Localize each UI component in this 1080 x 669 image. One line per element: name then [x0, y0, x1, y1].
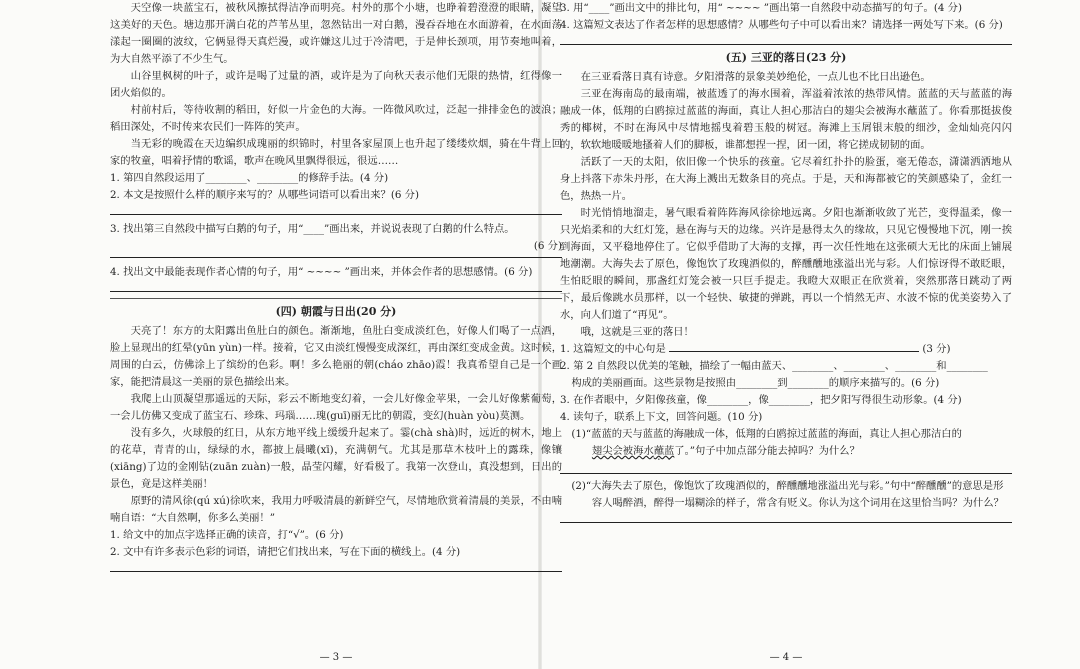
passage-paragraph: 天亮了！东方的太阳露出鱼肚白的颜色。渐渐地，鱼肚白变成淡红色，好像人们喝了一点酒，脸上显现出的红晕(yūn yùn)一样。接着，它又由淡红慢慢变成深红，再由深红变成金黄。这时候，周围的白云，仿佛涂上了缤纷的色彩。啊！多么艳丽的朝(cháo zhāo)霞！我真希望自己是一个画家，能把清晨这一美丽的景色描绘出来。	[110, 325, 562, 388]
question-1: 1. 第四自然段运用了________、________的修辞手法。(4 分)	[110, 172, 389, 184]
answer-line[interactable]	[560, 44, 1012, 45]
left-page	[110, 0, 562, 669]
section-4-question-2: 2. 文中有许多表示色彩的词语，请把它们找出来，写在下面的横线上。(4 分)	[110, 546, 461, 558]
question-2: 2. 本文是按照什么样的顺序来写的？从哪些词语可以看出来？(6 分)	[110, 189, 419, 201]
wavy-segment: 翅尖会被海水	[591, 445, 654, 457]
passage-paragraph: 活跃了一天的太阳，依旧像一个快乐的孩童。它尽着红扑扑的脸蛋，毫无倦态，潇潇洒洒地从身上抖落下赤朱丹彤，在大海上溅出无数条目的亮点。于是，天和海都被它的笑颜感染了，金红一色，热热一片。	[560, 156, 1012, 202]
passage-paragraph: 时光悄悄地溜走，暑气眼看着阵阵海风徐徐地远离。夕阳也渐渐收敛了光芒，变得温柔，像一只光焰柔和的大红灯笼，悬在海与天的边缘。兴许是悬得太久的缘故，只见它慢慢地下沉，刚一挨到海面，又平稳地停住了。它似乎借助了大海的支撑，再一次任性地在这张硕大无比的床面上铺展地潮潮。大海失去了原色，像饱饮了玫瑰酒似的，醉醺醺地涨溢出光与彩。人们惊讶得不敢眨眼，生怕眨眼的瞬间，那盏红灯笼会被一只巨手提走。我瞪大双眼正在欣赏着，突然那落日跳动了两下，最后像跳水员那样，以一个轻快、敏捷的弹跳，再以一个悄然无声、水波不惊的优美姿势入了水，向人们道了“再见”。	[560, 207, 1012, 321]
question-4: 4. 这篇短文表达了作者怎样的思想感情？从哪些句子中可以看出来？请选择一两处写下来。(6 分)	[560, 19, 1003, 31]
section-4-question-1: 1. 给文中的加点字选择正确的读音，打“√”。(6 分)	[110, 529, 344, 541]
passage-paragraph: 在三亚看落日真有诗意。夕阳滑落的景象美妙绝伦，一点儿也不比日出逊色。	[580, 71, 931, 83]
question-4: 4. 找出文中最能表现作者心情的句子，用“ ~~~~ ”画出来，并体会作者的思想感情。(6 分)	[110, 266, 533, 278]
question-2-line-1: 2. 第 2 自然段以优美的笔触，描绘了一幅由蓝天、________、________、________和________	[560, 360, 988, 372]
sub-question-1: (1)“蓝蓝的天与蓝蓝的海融成一体，低翔的白鸥掠过蓝蓝的海面，真让人担心那洁白的	[571, 428, 962, 440]
question-2-line-2: 构成的美丽画面。这些景物是按照由________到________的顺序来描写的。(6 分)	[571, 377, 940, 389]
question-4b: 4. 读句子，联系上下文，回答问题。(10 分)	[560, 411, 763, 423]
section-4-title: (四) 朝霞与日出(20 分)	[275, 305, 397, 318]
section-divider	[110, 298, 562, 299]
passage-paragraph: 哦，这就是三亚的落日！	[580, 326, 694, 338]
dotted-word: 蘸蓝	[653, 445, 675, 457]
sub-question-2: (2)“大海失去了原色，像饱饮了玫瑰酒似的，醉醺醺地涨溢出光与彩。”句中“醉醺醺”的意思是形容人喝醉酒，醉得一塌糊涂的样子，常含有贬义。你认为这个词用在这里恰当吗？为什么？	[571, 480, 1004, 509]
answer-line[interactable]	[560, 473, 1012, 474]
page-number: — 3 —	[319, 652, 353, 663]
question-1-score: (3 分)	[922, 343, 951, 355]
section-5-title: (五) 三亚的落日(23 分)	[725, 51, 847, 64]
question-1-text: 1. 这篇短文的中心句是	[560, 343, 666, 355]
question-3b: 3. 在作者眼中，夕阳像孩童，像________，像________，把夕阳写得很生动形象。(4 分)	[560, 394, 962, 406]
answer-blank[interactable]	[669, 341, 919, 352]
right-page	[560, 0, 1012, 669]
passage-paragraph: 三亚在海南岛的最南端，被蓝透了的海水围着，浑溢着浓浓的热带风情。蓝蓝的天与蓝蓝的海融成一体，低翔的白鸥掠过蓝蓝的海面，真让人担心那洁白的翅尖会被海水蘸蓝了。你看那挺拔俊秀的椰树，不时在海风中尽情地摇曳着碧玉般的树冠。海滩上玉屑银末般的细沙，金灿灿亮闪闪的，软软地暖暖地搔着人们的脚板，谁都想捏一捏，团一团，将它搓成韧韧的面。	[560, 88, 1012, 151]
passage-paragraph: 天空像一块蓝宝石，被秋风擦拭得洁净而明亮。村外的那个小塘，也睁着碧澄澄的眼睛，凝望这美好的天色。塘边那开满白花的芦苇丛里，忽然钻出一对白鹅，漫吞吞地在水面游着，在水面荡漾起一圈圈的波纹，它俩显得天真烂漫，或许嫌这儿过于冷清吧，于是伸长颈项，用节奏地叫着，为大自然平添了不少生气。	[110, 2, 562, 65]
passage-paragraph: 山谷里枫树的叶子，或许是喝了过量的酒，或许是为了向秋天表示他们无限的热情，红得像一团火焰似的。	[110, 70, 562, 99]
question-3-score: (6 分)	[533, 240, 562, 252]
passage-paragraph: 当无彩的晚霞在天边编织成瑰丽的织锦时，村里各家屋顶上也升起了缕缕炊烟，骑在牛背上回家的牧童，唱着抒情的歌谣，歌声在晚风里飘得很远，很远……	[110, 138, 562, 167]
passage-paragraph: 没有多久，火球般的红日，从东方地平线上缓缓升起来了。霎(chà shà)时，远近的树木，地上的花草，青青的山，绿绿的水，都披上晨曦(xī)，充满朝气。尤其是那草木枝叶上的露珠，像镶(xiāng)了边的金刚钻(zuān zuàn)一般，晶莹闪耀，好看极了。我第一次登山，真没想到，日出的景色，竟是这样美丽！	[110, 427, 562, 490]
sub-question-1-cont	[560, 443, 1012, 463]
answer-line[interactable]	[110, 214, 562, 215]
passage-paragraph: 我爬上山顶凝望那遥远的天际，彩云不断地变幻着，一会儿好像金苹果，一会儿好像紫葡萄，一会儿仿佛又变成了蓝宝石、珍珠、玛瑙……瑰(guī)丽无比的朝霞，变幻(huàn yòu)莫测。	[110, 393, 562, 422]
passage-paragraph: 原野的清风徐(qú xú)徐吹来，我用力呼吸清晨的新鲜空气，尽情地欣赏着清晨的美景，不由喃喃自语：“大自然啊，你多么美丽！”	[110, 495, 562, 524]
question-3: 3. 用“____”画出文中的排比句，用“ ~~~~ ”画出第一自然段中动态描写的句子。(4 分)	[560, 2, 962, 14]
answer-line[interactable]	[110, 257, 562, 258]
question-1	[560, 341, 1012, 358]
sub-question-1-end: 了。”句子中加点部分能去掉吗？为什么？	[674, 445, 860, 457]
answer-line[interactable]	[110, 291, 562, 292]
answer-line[interactable]	[110, 571, 562, 572]
question-3: 3. 找出第三自然段中描写白鹅的句子，用“____”画出来，并说说表现了白鹅的什么特点。	[110, 223, 515, 235]
answer-line[interactable]	[560, 522, 1012, 523]
page-number: — 4 —	[769, 652, 803, 663]
passage-paragraph: 村前村后，等待收割的稻田，好似一片金色的大海。一阵微风吹过，泛起一排排金色的波浪；稻田深处，不时传来农民们一阵阵的笑声。	[110, 104, 562, 133]
